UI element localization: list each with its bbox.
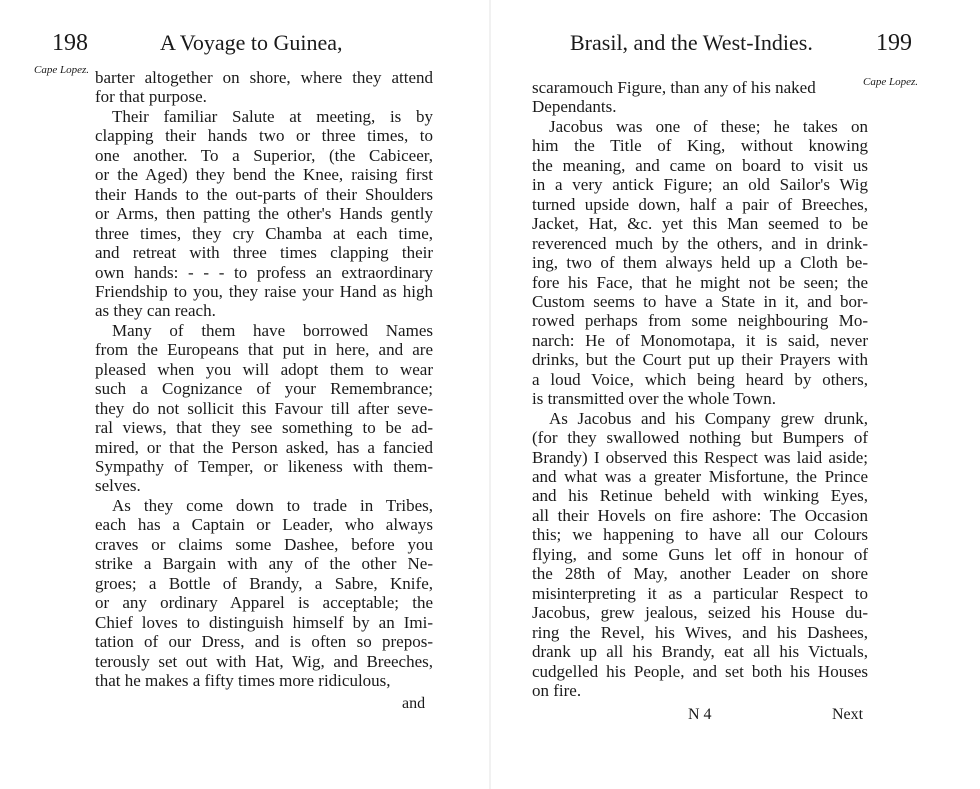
text-line: Custom seems to have a State in it, and bor-: [532, 291, 868, 311]
text-line: terously set out with Hat, Wig, and Breeches,: [95, 651, 433, 671]
text-line: a loud Voice, which being heard by others,: [532, 369, 868, 389]
left-running-head: A Voyage to Guinea,: [160, 30, 343, 55]
text-line: and retreat with three times clapping their: [95, 243, 433, 263]
text-line: Dependants.: [532, 97, 617, 117]
text-line: selves.: [95, 476, 141, 496]
text-line: three times, they cry Chamba at each time,: [95, 223, 433, 243]
right-signature: N 4: [688, 706, 712, 723]
text-line: misinterpreting it as a particular Respect to: [532, 583, 868, 603]
text-line: cudgelled his People, and set both his Houses: [532, 661, 868, 681]
text-line: Brandy) I observed this Respect was laid aside;: [532, 447, 868, 467]
text-line: Jacobus, grew jealous, seized his House du-: [532, 603, 868, 623]
text-line: on fire.: [532, 680, 582, 700]
text-line: tation of our Dress, and is often so prepos-: [95, 632, 433, 652]
text-line: (for they swallowed nothing but Bumpers of: [532, 428, 868, 448]
text-line: clapping their hands two or three times, to: [95, 126, 433, 146]
text-line: Jacobus was one of these; he takes on: [549, 116, 868, 136]
left-page-number: 198: [52, 30, 88, 56]
text-line: or the Aged) they bend the Knee, raising first: [95, 165, 433, 185]
text-line: each has a Captain or Leader, who always: [95, 515, 433, 535]
text-line: groes; a Bottle of Brandy, a Sabre, Knife,: [95, 573, 433, 593]
text-line: Jacket, Hat, &c. yet this Man seemed to be: [532, 214, 868, 234]
text-line: all their Hovels on fire ashore: The Occasion: [532, 505, 868, 525]
text-line: or any ordinary Apparel is acceptable; the: [95, 593, 433, 613]
text-line: As Jacobus and his Company grew drunk,: [549, 408, 868, 428]
text-line: As they come down to trade in Tribes,: [112, 495, 433, 515]
left-catchword: and: [402, 695, 426, 712]
text-line: fore his Face, that he might not be seen; the: [532, 272, 868, 292]
text-line: from the Europeans that put in here, and are: [95, 340, 433, 360]
text-line: this; we happening to have all our Colours: [532, 525, 868, 545]
text-line: barter altogether on shore, where they attend: [95, 68, 433, 87]
text-line: reverenced much by the others, and in drink-: [532, 233, 868, 253]
text-line: ral views, that they see something to be ad-: [95, 418, 433, 438]
text-line: drinks, but the Court put up their Prayers with: [532, 350, 868, 370]
text-line: as they can reach.: [95, 301, 216, 321]
text-line: ing, two of them always held up a Cloth be-: [532, 253, 868, 273]
text-line: turned upside down, half a pair of Breeches,: [532, 194, 868, 214]
right-page: [490, 0, 980, 789]
text-line: strike a Bargain with any of the other Ne-: [95, 554, 433, 574]
text-line: Sympathy of Temper, or likeness with them-: [95, 457, 433, 476]
right-catchword: Next: [832, 706, 864, 723]
text-line: the meaning, and came on board to visit us: [532, 155, 868, 175]
text-line: rowed perhaps from some neighbouring Mo-: [532, 311, 868, 331]
text-line: Their familiar Salute at meeting, is by: [112, 106, 433, 126]
text-line: scaramouch Figure, than any of his naked: [532, 78, 816, 97]
text-line: their Hands to the out-parts of their Shoulders: [95, 184, 433, 204]
text-line: drank up all his Brandy, eat all his Victuals,: [532, 642, 868, 662]
text-line: Chief loves to distinguish himself by an Imi-: [95, 612, 433, 632]
right-running-head: Brasil, and the West-Indies.: [570, 30, 813, 55]
text-line: mired, or that the Person asked, has a fancied: [95, 437, 433, 457]
text-line: craves or claims some Dashee, before you: [95, 534, 433, 554]
text-line: one another. To a Superior, (the Cabiceer,: [95, 145, 433, 165]
text-line: in a very antick Figure; an old Sailor's Wig: [532, 175, 868, 195]
text-line: for that purpose.: [95, 87, 207, 107]
text-line: that he makes a fifty times more ridiculous,: [95, 670, 391, 690]
text-line: ring the Revel, his Wives, and his Dashees,: [532, 622, 868, 642]
text-line: the 28th of May, another Leader on shore: [532, 564, 868, 584]
text-line: narch: He of Monomotapa, it is said, never: [532, 330, 868, 350]
text-line: Friendship to you, they raise your Hand as high: [95, 281, 433, 301]
text-line: they do not sollicit this Favour till after seve-: [95, 398, 433, 418]
text-line: flying, and some Guns let off in honour of: [532, 544, 868, 564]
right-margin-note: Cape Lopez.: [863, 76, 918, 88]
text-line: Many of them have borrowed Names: [112, 320, 433, 340]
left-margin-note: Cape Lopez.: [34, 64, 89, 76]
right-page-number: 199: [876, 30, 912, 56]
text-line: is transmitted over the whole Town.: [532, 389, 777, 409]
text-line: and what was a greater Misfortune, the Prince: [532, 467, 868, 486]
text-line: such a Cognizance of your Remembrance;: [95, 379, 433, 399]
text-line: and his Retinue beheld with winking Eyes,: [532, 486, 868, 506]
text-line: or Arms, then patting the other's Hands gently: [95, 204, 433, 224]
text-line: him the Title of King, without knowing: [532, 136, 868, 156]
text-line: own hands: - - - to profess an extraordinary: [95, 262, 433, 282]
text-line: pleased when you will adopt them to wear: [95, 359, 433, 379]
